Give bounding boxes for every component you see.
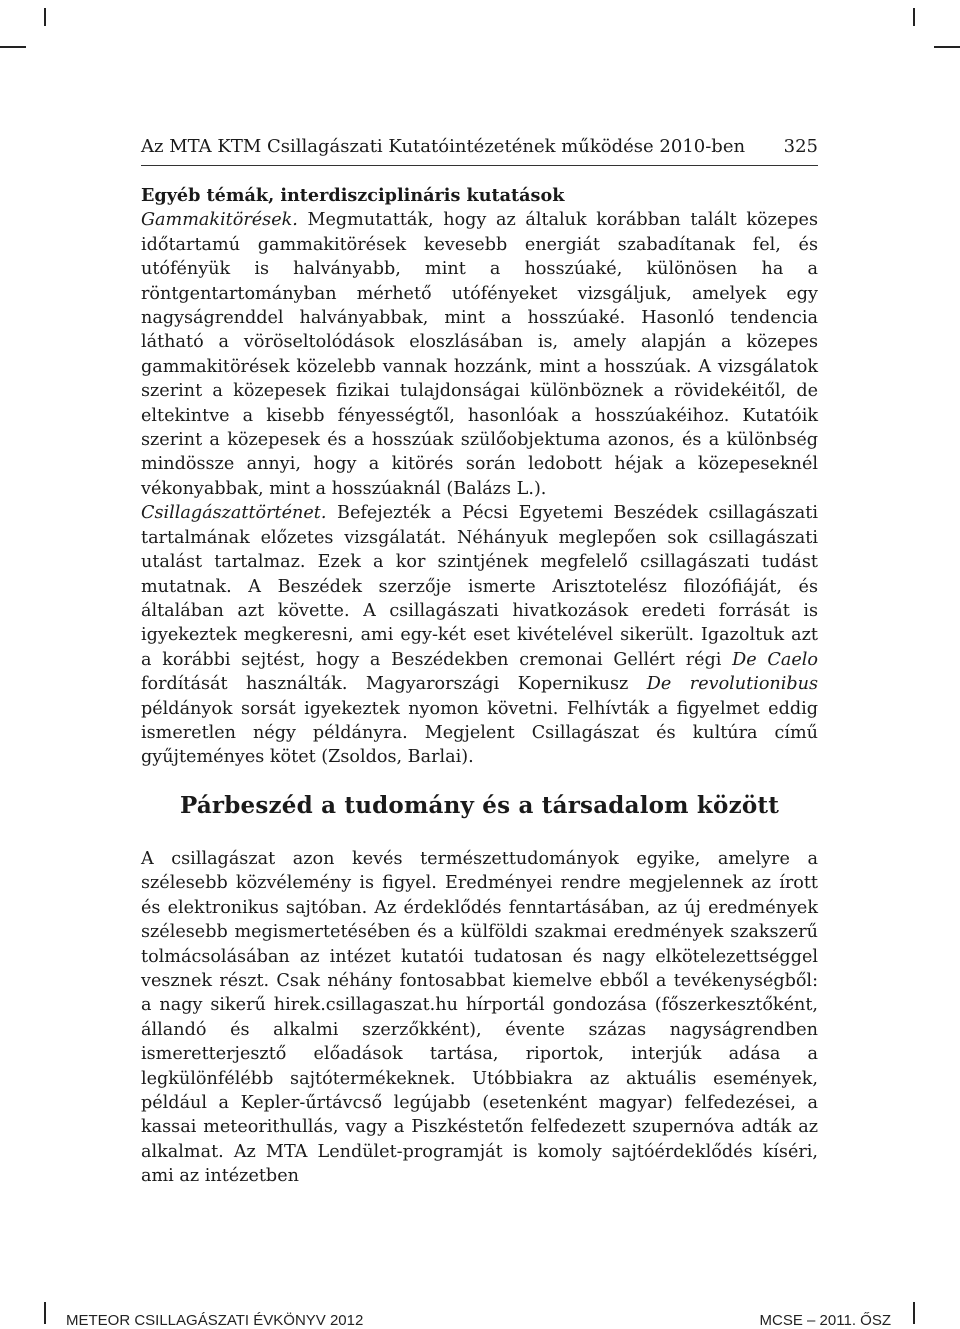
crop-mark — [934, 46, 960, 48]
running-header — [141, 136, 818, 166]
crop-mark — [913, 1302, 915, 1324]
crop-mark — [44, 8, 46, 26]
paragraph-text: Megmutatták, hogy az általuk korábban talált közepes időtartamú gammakitörések kevesebb energiát szabadítanak fel, és utófényük is halványabb, mint a hosszúaké, különösen ha a röntgentartományban mérhető utófényeket vizsgáljuk, amelyek egy nagyságrenddel halványabbak, mint a hosszúaké. Hasonló tendencia látható a vöröseltolódások eloszlásában is, amely alapján a közepes gammakitörések közelebb vannak hozzánk, mint a hosszúak. A vizsgálatok szerint a közepesek fizikai tulajdonságai különböznek a rövidekéitől, de eltekintve a kisebb fényességtől, hasonlóak a hosszúakéihoz. Kutatóik szerint a közepesek és a hosszúak szülőobjektuma azonos, és a különbség mindössze annyi, hogy a kitörés során ledobott héjak a közepeseknél vékonyabbak, mint a hosszúaknál (Balázs L.). — [141, 210, 818, 499]
paragraph-gamma-ray-bursts — [141, 208, 818, 501]
paragraph-lead: Gammakitörések. — [141, 210, 298, 231]
paragraph-lead: Csillagászattörténet. — [141, 503, 327, 524]
section-title: Párbeszéd a tudomány és a társadalom között — [179, 792, 780, 819]
section-interdisciplinary — [141, 184, 818, 770]
running-title: Az MTA KTM Csillagászati Kutatóintézetének működése 2010-ben — [141, 136, 746, 157]
crop-mark — [44, 1302, 46, 1324]
crop-mark — [913, 8, 915, 26]
book-title: De revolutionibus — [646, 674, 818, 695]
footer-right: MCSE – 2011. ŐSZ — [759, 1312, 891, 1329]
section-dialogue — [141, 847, 818, 1189]
paragraph-text: példányok sorsát igyekeztek nyomon követni. Felhívták a figyelmet eddig ismeretlen négy példányra. Megjelent Csillagászat és kultúra című gyűjteményes kötet (Zsoldos, Barlai). — [141, 698, 818, 768]
crop-mark — [0, 46, 26, 48]
paragraph-text: Befejezték a Pécsi Egyetemi Beszédek csillagászati tartalmának előzetes vizsgálatát. Néhányuk meglepően sok csillagászati utalást tartalmaz. Ezek a kor szintjének megfelelő csillagászati tudást mutatnak. A Beszédek szerzője ismerte Arisztotelész filozófiáját, és általában azt követte. A csillagászati hivatkozások eredeti forrását is igyekeztek megkeresni, ami egy-két eset kivételével sikerült. Igazoltuk azt a korábbi sejtést, hogy a Beszédekben cremonai Gellért régi — [141, 503, 818, 670]
paragraph-text: fordítását használták. Magyarországi Kopernikusz — [141, 674, 647, 695]
footer-left: METEOR CSILLAGÁSZATI ÉVKÖNYV 2012 — [66, 1312, 364, 1329]
section-heading: Egyéb témák, interdiszciplináris kutatások — [141, 185, 565, 206]
book-title: De Caelo — [732, 649, 818, 670]
page-number: 325 — [783, 136, 818, 157]
paragraph-history-of-astronomy — [141, 501, 818, 769]
paragraph-outreach: A csillagászat azon kevés természettudományok egyike, amelyre a szélesebb közvélemény is figyel. Eredményei rendre megjelennek az írott és elektronikus sajtóban. Az érdeklődés fenntartásában, az új eredmények szélesebb megismertetésében és a külföldi szakmai eredmények szakszerű tolmácsolásában az intézet kutatói tudatosan és nagy elkötelezettséggel vesznek részt. Csak néhány fontosabbat kiemelve ebből a tevékenységből: a nagy sikerű hirek.csillagaszat.hu hírportál gondozása (főszerkesztőként, állandó és alkalmi szerzőkként), évente százas nagyságrendben ismeretterjesztő előadások tartása, riportok, interjúk adása a legkülönfélébb sajtótermékeknek. Utóbbiakra az aktuális események, például a Kepler-űrtávcső legújabb (esetenként magyar) felfedezései, a kassai meteorithullás, vagy a Piszkéstetőn felfedezett szupernóva adták az alkalmat. Az MTA Lendület-programját is komoly sajtóérdeklődés kíséri, ami az intézetben — [141, 849, 818, 1187]
